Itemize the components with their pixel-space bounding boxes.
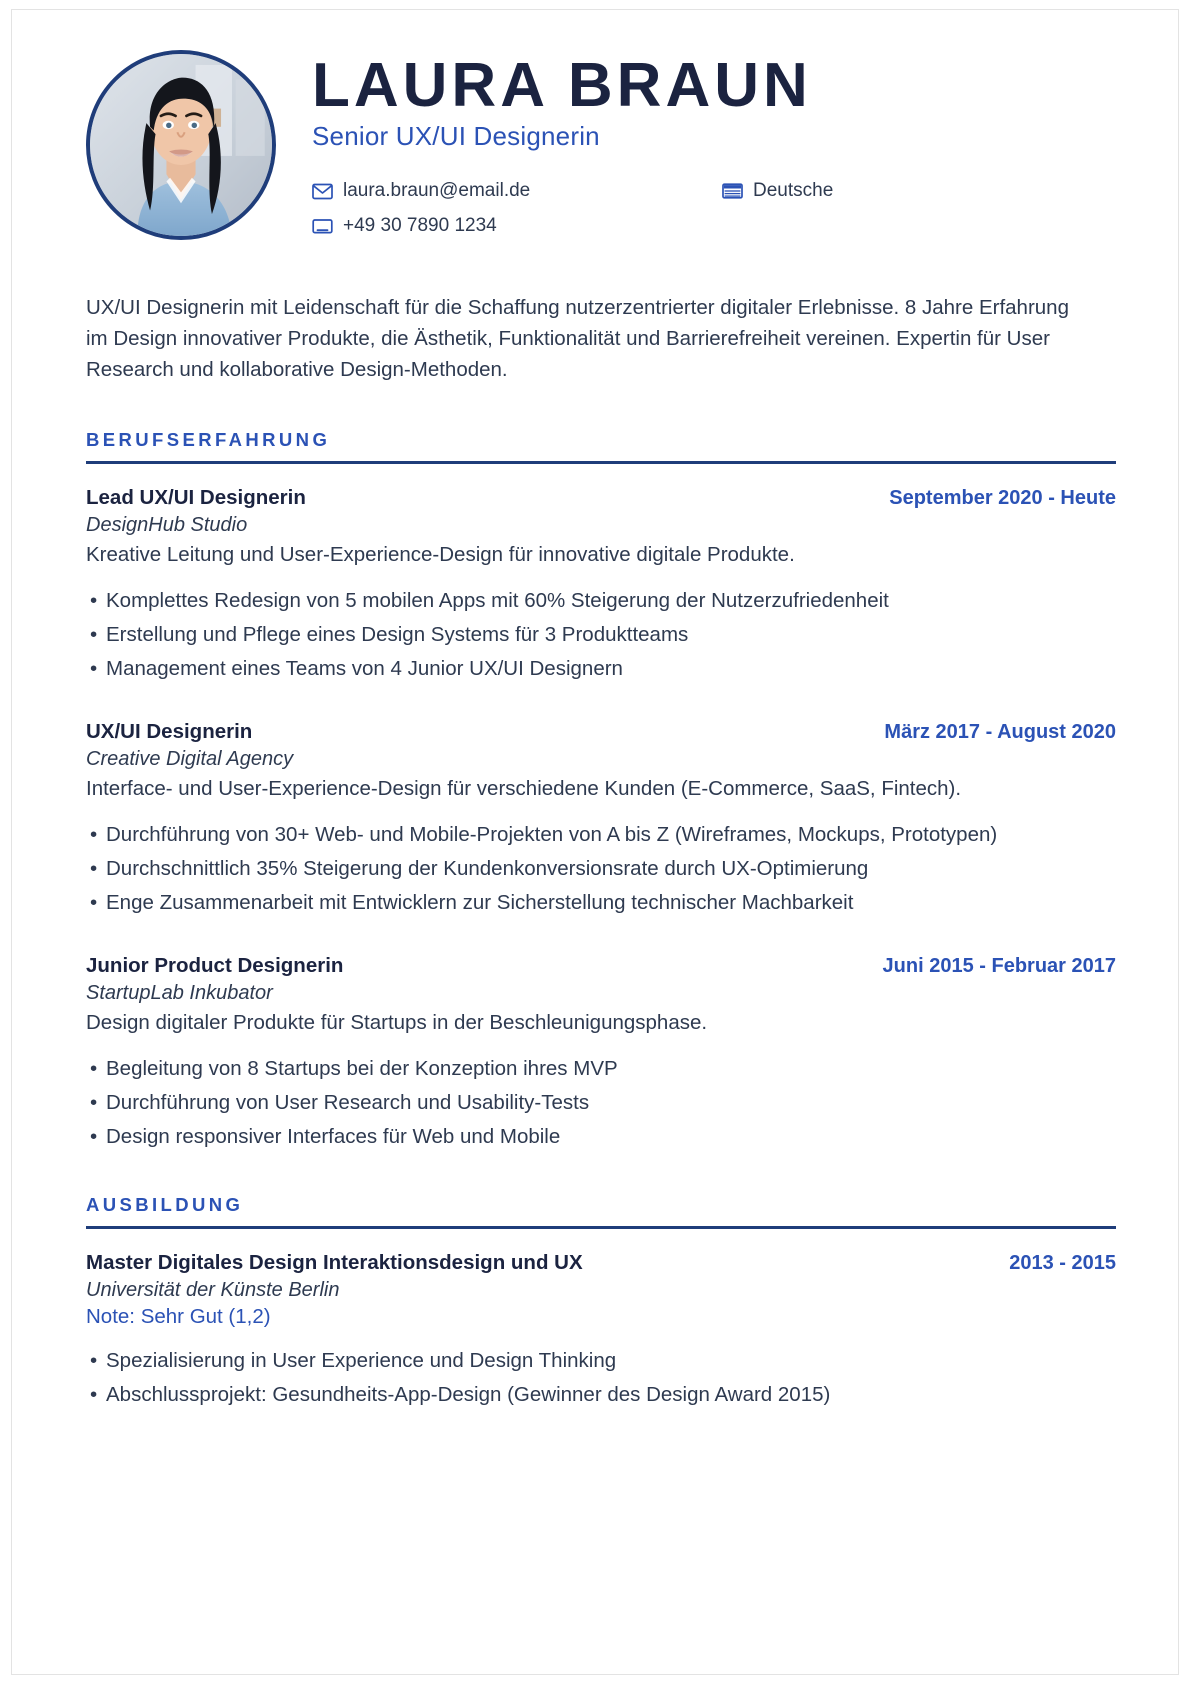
entry-bullets bbox=[86, 821, 1116, 916]
list-item: • Abschlussprojekt: Gesundheits-App-Design (Gewinner des Design Award 2015) bbox=[86, 1381, 1116, 1408]
entry-title: Master Digitales Design Interaktionsdesign und UX bbox=[86, 1250, 583, 1274]
entry-title: Junior Product Designerin bbox=[86, 954, 344, 978]
entry-date: Juni 2015 - Februar 2017 bbox=[882, 955, 1116, 978]
entry-date: September 2020 - Heute bbox=[889, 487, 1116, 510]
entry-description: Design digitaler Produkte für Startups in der Beschleunigungsphase. bbox=[86, 1011, 708, 1035]
phone-icon bbox=[312, 216, 333, 237]
entry-organization: StartupLab Inkubator bbox=[86, 982, 273, 1005]
entry-organization: Universität der Künste Berlin bbox=[86, 1278, 340, 1301]
contact-nationality-value: Deutsche bbox=[753, 180, 834, 202]
entry-bullets bbox=[86, 1055, 1116, 1150]
education-entry bbox=[86, 1251, 1116, 1408]
header bbox=[86, 46, 1116, 240]
avatar-container bbox=[86, 46, 276, 240]
section-education bbox=[86, 1194, 1116, 1408]
list-item: • Begleitung von 8 Startups bei der Konzeption ihres MVP bbox=[86, 1055, 1116, 1082]
id-card-icon bbox=[722, 181, 743, 202]
job-role: Senior UX/UI Designerin bbox=[312, 121, 600, 152]
list-item: • Design responsiver Interfaces für Web und Mobile bbox=[86, 1123, 1116, 1150]
entry-organization: Creative Digital Agency bbox=[86, 748, 294, 771]
envelope-icon bbox=[312, 181, 333, 202]
contact-phone-value: +49 30 7890 1234 bbox=[343, 215, 497, 237]
list-item: • Durchführung von 30+ Web- und Mobile-Projekten von A bis Z (Wireframes, Mockups, Prototypen) bbox=[86, 821, 1116, 848]
entry-date: 2013 - 2015 bbox=[1009, 1251, 1116, 1274]
page-title: LAURA BRAUN bbox=[312, 51, 812, 120]
entry-bullets bbox=[86, 1347, 1116, 1408]
contact-email[interactable] bbox=[312, 180, 722, 202]
header-text bbox=[276, 46, 1116, 237]
resume-sheet bbox=[12, 10, 1178, 1674]
entry-title: Lead UX/UI Designerin bbox=[86, 486, 306, 510]
experience-entry bbox=[86, 486, 1116, 682]
list-item: • Durchschnittlich 35% Steigerung der Kundenkonversionsrate durch UX-Optimierung bbox=[86, 855, 1116, 882]
contact-nationality bbox=[722, 180, 1022, 202]
entry-description: Kreative Leitung und User-Experience-Design für innovative digitale Produkte. bbox=[86, 543, 795, 567]
entry-grade: Note: Sehr Gut (1,2) bbox=[86, 1304, 271, 1328]
list-item: • Durchführung von User Research und Usability-Tests bbox=[86, 1089, 1116, 1116]
list-item: • Komplettes Redesign von 5 mobilen Apps mit 60% Steigerung der Nutzerzufriedenheit bbox=[86, 587, 1116, 614]
section-title-experience: BERUFSERFAHRUNG bbox=[86, 429, 331, 451]
entry-bullets bbox=[86, 587, 1116, 682]
entry-description: Interface- und User-Experience-Design für verschiedene Kunden (E-Commerce, SaaS, Fintech). bbox=[86, 777, 962, 801]
contact-phone[interactable] bbox=[312, 215, 722, 237]
experience-entry bbox=[86, 720, 1116, 916]
list-item: • Erstellung und Pflege eines Design Systems für 3 Produktteams bbox=[86, 621, 1116, 648]
section-title-education: AUSBILDUNG bbox=[86, 1193, 244, 1215]
section-divider bbox=[86, 461, 1116, 464]
list-item: • Management eines Teams von 4 Junior UX/UI Designern bbox=[86, 655, 1116, 682]
list-item: • Spezialisierung in User Experience und Design Thinking bbox=[86, 1347, 1116, 1374]
contact-list bbox=[312, 180, 1116, 237]
avatar bbox=[86, 50, 276, 240]
entry-title: UX/UI Designerin bbox=[86, 720, 253, 744]
avatar-photo bbox=[90, 54, 272, 236]
contact-email-value: laura.braun@email.de bbox=[343, 180, 531, 202]
entry-organization: DesignHub Studio bbox=[86, 514, 248, 537]
section-divider bbox=[86, 1226, 1116, 1229]
experience-entry bbox=[86, 954, 1116, 1150]
section-experience bbox=[86, 429, 1116, 1149]
list-item: • Enge Zusammenarbeit mit Entwicklern zur Sicherstellung technischer Machbarkeit bbox=[86, 889, 1116, 916]
entry-date: März 2017 - August 2020 bbox=[884, 721, 1116, 744]
profile-summary: UX/UI Designerin mit Leidenschaft für die Schaffung nutzerzentrierter digitaler Erlebnisse. 8 Jahre Erfahrung im Design innovativer Produkte, die Ästhetik, Funktionalität und Barrierefreiheit vereinen. Expertin für User Research und kollaborative Design-Methoden. bbox=[86, 296, 1069, 382]
